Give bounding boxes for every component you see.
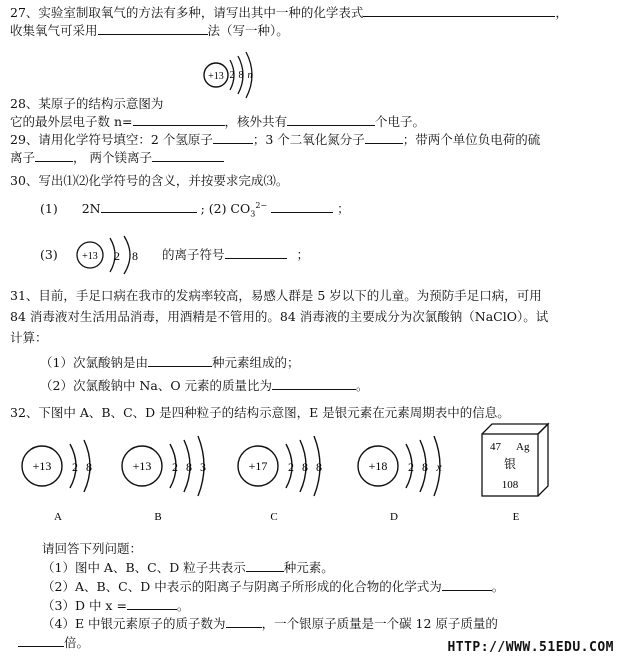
q27-text1-end: ，: [555, 5, 568, 20]
q31-line3: [10, 330, 48, 346]
q32-figure: [0, 420, 624, 530]
particle-D-nucleus: +18: [368, 459, 388, 473]
q30-item1-label: (1): [40, 201, 58, 217]
q32-sub2b: 。: [491, 579, 505, 594]
particle-C-shell-2: 8: [302, 460, 308, 474]
element-cell-side: [538, 424, 548, 496]
element-cell-top: [482, 424, 548, 434]
particle-B-label: B: [154, 511, 162, 523]
particle-C-shell-1: 2: [288, 460, 294, 474]
particle-B-nucleus: +13: [132, 459, 152, 473]
particle-C-nucleus: +17: [248, 459, 268, 473]
q28-text2c: 个电子。: [375, 114, 426, 129]
q27-line1: [10, 4, 568, 21]
q30-ion-diagram: [70, 232, 160, 280]
q32-title-text: 32、下图中 A、B、C、D 是四种粒子的结构示意图，E 是银元素在元素周期表中的信息。: [10, 405, 510, 420]
q32-sub4: [42, 615, 498, 632]
q30-nucleus: +13: [82, 251, 98, 262]
q32-sub4b: ，一个银原子质量是一个碳 12 原子质量的: [261, 616, 498, 631]
q31-blank-sub2[interactable]: [272, 377, 356, 390]
element-label: E: [512, 511, 520, 523]
q28-shell3: n: [247, 70, 253, 81]
q28-nucleus: +13: [208, 71, 224, 82]
particle-A-shell-2: 8: [86, 460, 92, 474]
q28-atom-diagram: [190, 48, 280, 106]
q32-sub3a: （3）D 中 x =: [42, 598, 127, 613]
q28-text1: 28、某原子的结构示意图为: [10, 96, 164, 111]
q32-sub2a: （2）A、B、C、D 中表示的阳离子与阴离子所形成的化合物的化学式为: [42, 579, 442, 594]
q30-title: [10, 173, 288, 189]
q32-blank-sub4a[interactable]: [226, 615, 262, 628]
q31-line1: [10, 288, 542, 304]
particle-C-label: C: [270, 511, 278, 523]
q28-blank-electrons[interactable]: [287, 113, 375, 126]
q28-line1: [10, 96, 163, 112]
q30-shell2: 8: [132, 249, 138, 263]
q27-text1: 27、实验室制取氧气的方法有多种，请写出其中一种的化学表式: [10, 5, 364, 20]
q32-sub3: [42, 597, 189, 614]
q31-line2: [10, 309, 548, 325]
q32-blank-sub1[interactable]: [246, 559, 284, 572]
q28-line2: [10, 113, 425, 130]
element-number: 47: [490, 441, 501, 453]
q31-sub2b: 。: [356, 378, 369, 393]
q32-blank-sub4b[interactable]: [18, 634, 64, 647]
q30-item2-sup: 2−: [255, 201, 268, 210]
q32-blank-sub3[interactable]: [127, 597, 177, 610]
element-name: 银: [503, 457, 517, 471]
q30-item2-label: ; (2) CO: [200, 201, 251, 217]
q29-line1: [10, 131, 540, 148]
q27-blank-method[interactable]: [98, 22, 208, 35]
q31-sub1b: 种元素组成的；: [211, 355, 300, 370]
watermark: HTTP://WWW.51EDU.COM: [447, 640, 614, 655]
particle-B-shell-2: 8: [186, 460, 192, 474]
particle-C-shell-3: 8: [316, 460, 322, 474]
q29-blank-no2[interactable]: [365, 131, 403, 144]
q28-text2b: ，核外共有: [224, 114, 288, 129]
q32-prompt: [42, 541, 142, 557]
q32-sub2: [42, 578, 504, 595]
q32-sub1b: 种元素。: [283, 560, 334, 575]
q30-shell2-arc: [124, 236, 130, 274]
q30-item3-line: [162, 246, 309, 263]
q28-text2a: 它的最外层电子数 n=: [10, 114, 133, 129]
q31-sub1a: （1）次氯酸钠是由: [40, 355, 148, 370]
q30-item1-symbol: 2N: [81, 201, 101, 217]
q32-blank-sub2[interactable]: [442, 578, 492, 591]
q32-sub4a: （4）E 中银元素原子的质子数为: [42, 616, 226, 631]
q30-item2-sub: 3: [250, 209, 256, 219]
q31-text2: 84 消毒液对生活用品消毒，用酒精是不管用的。84 消毒液的主要成分为次氯酸钠（NaClO）。试: [10, 309, 549, 324]
q32-sub1: [42, 559, 334, 576]
q30-shell1: 2: [114, 249, 120, 263]
q29-blank-s[interactable]: [35, 149, 73, 162]
q30-blank-item1[interactable]: [101, 200, 197, 213]
q29-text2b: ， 两个镁离子: [73, 150, 152, 165]
q30-item3-text: 的离子符号: [162, 247, 225, 262]
q32-sub4c: 倍。: [64, 635, 90, 650]
particle-A-shell-1: 2: [72, 460, 78, 474]
q31-sub1: [40, 354, 299, 371]
q31-sub2a: （2）次氯酸钠中 Na、O 元素的质量比为: [40, 378, 273, 393]
q27-text2-end: 法（写一种）。: [207, 23, 289, 38]
q30-blank-item3[interactable]: [225, 246, 287, 259]
particle-B-shell-1: 2: [172, 460, 178, 474]
q30-blank-item2[interactable]: [271, 200, 333, 213]
q30-item3-label-wrap: [40, 247, 58, 263]
q32-sub4-cont: [18, 634, 89, 651]
particle-A-nucleus: +13: [32, 459, 52, 473]
q28-shell1: 2: [229, 70, 235, 81]
q29-blank-mg[interactable]: [152, 149, 224, 162]
q31-blank-sub1[interactable]: [148, 354, 212, 367]
element-mass: 108: [501, 479, 519, 491]
element-symbol: Ag: [516, 441, 530, 453]
q29-line2: [10, 149, 224, 166]
q27-blank-equation[interactable]: [363, 4, 555, 17]
q29-blank-h[interactable]: [213, 131, 253, 144]
particle-B-shell-3: 3: [200, 460, 206, 474]
q29-text1b: ；3 个二氧化氮分子: [252, 132, 365, 147]
q28-shell2: 8: [238, 70, 244, 81]
q32-prompt-text: 请回答下列问题：: [42, 541, 143, 556]
q32-sub1a: （1）图中 A、B、C、D 粒子共表示: [42, 560, 246, 575]
q30-title-text: 30、写出⑴⑵化学符号的含义，并按要求完成⑶。: [10, 173, 289, 188]
q27-line2: [10, 22, 289, 39]
particle-D-shell-2: 8: [422, 460, 428, 474]
q29-text2a: 离子: [10, 150, 36, 165]
q30-items-line: (1) 2N ; (2) $CO_3^{2-}$ ；: [40, 201, 350, 219]
q32-sub3b: 。: [176, 598, 190, 613]
q29-text1a: 29、请用化学符号填空：2 个氢原子: [10, 132, 213, 147]
q31-sub2: [40, 377, 369, 394]
particle-D-label: D: [390, 511, 398, 523]
q30-item3-end: ；: [296, 247, 310, 262]
q32-title: [10, 405, 510, 421]
q29-text1c: ；带两个单位负电荷的硫: [402, 132, 541, 147]
q28-blank-n[interactable]: [133, 113, 225, 126]
particle-D-shell-1: 2: [408, 460, 414, 474]
particle-D-shell-3: x: [436, 460, 442, 474]
q27-text2: 收集氧气可采用: [10, 23, 98, 38]
q30-item3-label: (3): [40, 247, 58, 262]
particle-A-label: A: [54, 511, 62, 523]
q31-text1: 31、目前，手足口病在我市的发病率较高，易感人群是 5 岁以下的儿童。为预防手足口病，可用: [10, 288, 542, 303]
q31-text3: 计算：: [10, 330, 48, 345]
